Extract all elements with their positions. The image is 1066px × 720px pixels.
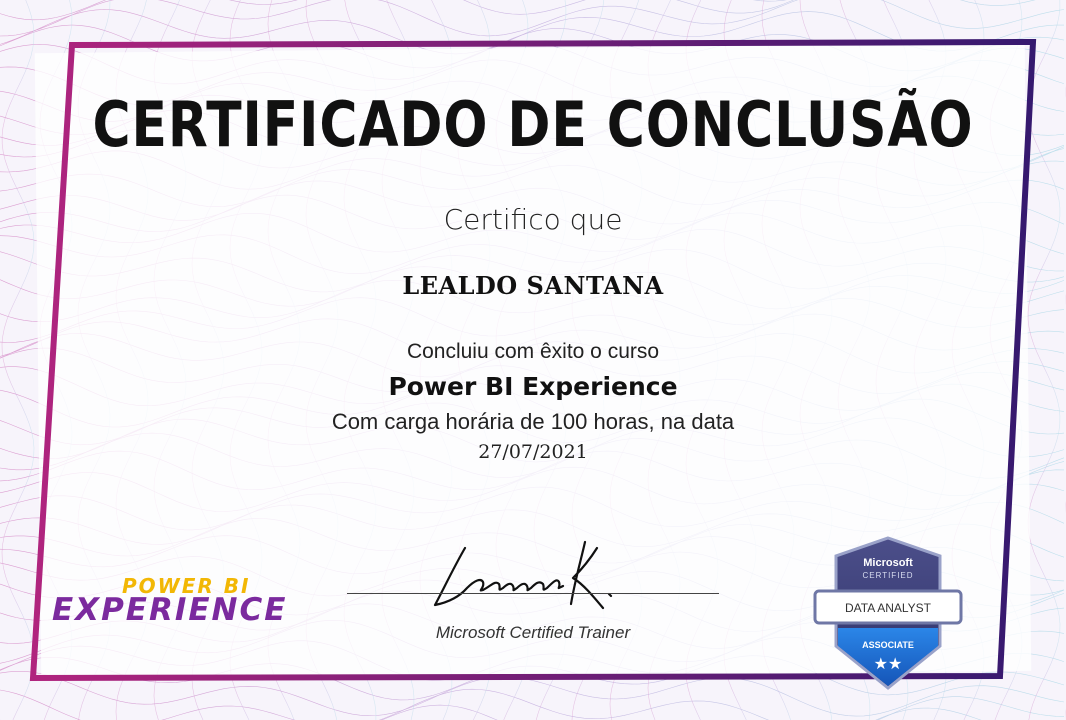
logo-main-text: EXPERIENCE: [52, 592, 288, 628]
hours-text: Com carga horária de 100 horas, na data: [331, 409, 735, 434]
signature-image: [425, 530, 645, 615]
certify-text: Certifico que: [443, 203, 623, 236]
certification-badge: [812, 536, 964, 692]
course-name: Power BI Experience: [388, 372, 678, 401]
completed-text: Concluiu com êxito o curso: [406, 340, 660, 363]
certificate-title: CERTIFICADO DE CONCLUSÃO: [92, 88, 974, 161]
badge-role: DATA ANALYST: [844, 601, 932, 615]
signature-line: [347, 593, 719, 594]
logo-top-text: POWER BI: [122, 574, 251, 598]
badge-certified: CERTIFIED: [862, 571, 914, 580]
signer-title: Microsoft Certified Trainer: [435, 623, 631, 642]
badge-level: ASSOCIATE: [862, 640, 914, 650]
power-bi-experience-logo: [52, 574, 312, 634]
completion-date: 27/07/2021: [478, 441, 588, 463]
badge-brand: Microsoft: [863, 557, 913, 569]
recipient-name: LEALDO SANTANA: [402, 271, 664, 300]
badge-stars-icon: ★★: [873, 654, 903, 673]
